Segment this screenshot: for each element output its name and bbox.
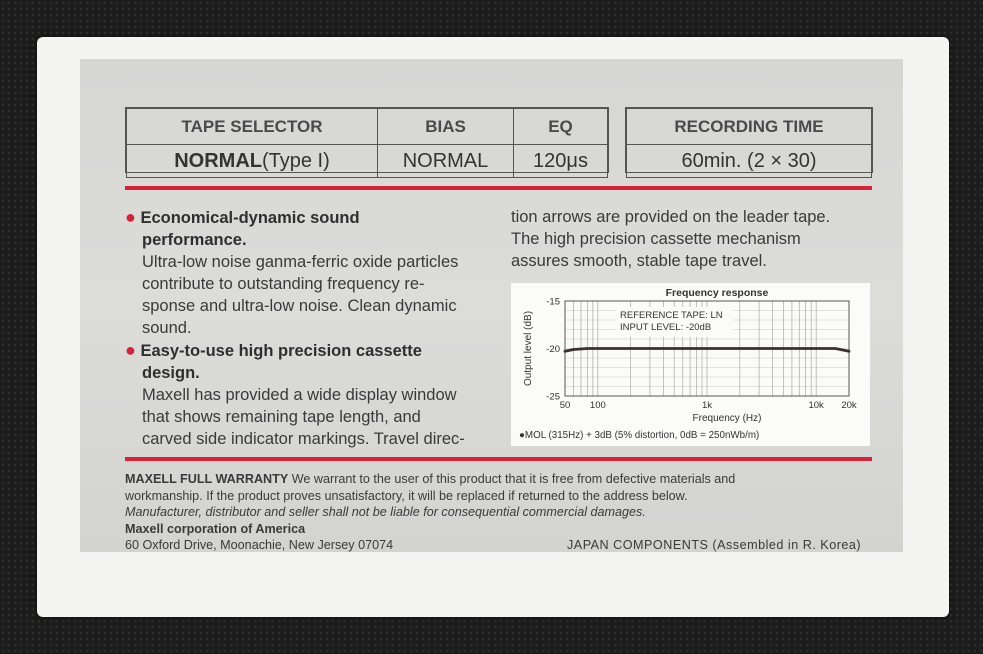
warranty-block (125, 471, 875, 552)
feature1-body (125, 251, 498, 339)
feature2-line: Maxell has provided a wide display window (142, 386, 457, 404)
warranty-text2: workmanship. If the product proves unsatisfactory, it will be replaced if returned to the address below. (125, 488, 688, 503)
company-address: 60 Oxford Drive, Moonachie, New Jersey 07074 (125, 538, 394, 552)
x-tick-label: 50 (559, 400, 571, 411)
company-name: Maxell corporation of America (125, 521, 306, 536)
chart-annotation: REFERENCE TAPE: LN (620, 310, 723, 321)
x-tick-label: 20k (841, 400, 857, 411)
warranty-title: MAXELL FULL WARRANTY (125, 472, 289, 486)
eq-value: 120μs (514, 145, 608, 178)
frequency-response-panel (511, 283, 870, 446)
y-tick-label: -20 (546, 344, 560, 355)
spec-table (125, 107, 609, 173)
chart-title: Frequency response (665, 287, 769, 299)
feature1-line: contribute to outstanding frequency re- (142, 275, 425, 293)
chart-annotation: INPUT LEVEL: -20dB (620, 322, 712, 333)
feature2-title (125, 339, 498, 362)
recording-time-header: RECORDING TIME (627, 109, 872, 145)
warranty-disclaimer: Manufacturer, distributor and seller shall not be liable for consequential commercial damages. (125, 505, 646, 519)
tape-selector-type: (Type I) (261, 149, 330, 172)
chart-footnote: ●MOL (315Hz) + 3dB (5% distortion, 0dB = 250nWb/m) (519, 430, 760, 441)
cassette-insert-card (80, 59, 903, 552)
bias-header: BIAS (378, 109, 514, 145)
x-tick-label: 100 (589, 400, 606, 411)
right-line: The high precision cassette mechanism (511, 230, 801, 248)
x-axis-label: Frequency (Hz) (692, 413, 762, 424)
left-column (125, 206, 498, 450)
feature1-line: sound. (142, 319, 192, 337)
feature2-line: that shows remaining tape length, and (142, 408, 421, 426)
x-tick-label: 10k (808, 400, 824, 411)
bias-value: NORMAL (378, 145, 514, 178)
bullet-icon: ● (125, 207, 136, 227)
feature2-line: carved side indicator markings. Travel direc- (142, 430, 465, 448)
x-tick-label: 1k (701, 400, 713, 411)
address-row (125, 537, 875, 552)
right-line: assures smooth, stable tape travel. (511, 252, 767, 270)
y-tick-label: -25 (546, 391, 560, 403)
frequency-response-chart (511, 283, 870, 446)
y-tick-label: -15 (546, 296, 560, 308)
tape-selector-header: TAPE SELECTOR (127, 109, 378, 145)
tape-selector-value (127, 145, 378, 178)
eq-header: EQ (514, 109, 608, 145)
y-axis-label: Output level (dB) (523, 310, 534, 387)
feature2-title-line2: design. (142, 364, 200, 382)
feature1-title-line2: performance. (142, 231, 247, 249)
right-column (511, 206, 871, 272)
feature1-title (125, 206, 498, 229)
recording-time-value: 60min. (2 × 30) (627, 145, 872, 178)
warranty-line1 (125, 471, 875, 488)
feature2-body (125, 384, 498, 450)
warranty-text1: We warrant to the user of this product that it is free from defective materials and (291, 472, 736, 486)
feature1-line: sponse and ultra-low noise. Clean dynamic (142, 297, 457, 315)
top-red-rule (125, 186, 872, 190)
recording-time-table (625, 107, 873, 173)
bullet-icon: ● (125, 340, 136, 360)
origin-text: JAPAN COMPONENTS (Assembled in R. Korea) (567, 538, 862, 552)
feature1-line: Ultra-low noise ganma-ferric oxide particles (142, 253, 459, 271)
feature2-title-line1: Easy-to-use high precision cassette (140, 342, 422, 360)
bottom-red-rule (125, 457, 872, 461)
feature1-title-line1: Economical-dynamic sound (140, 209, 360, 227)
right-line: tion arrows are provided on the leader tape. (511, 208, 831, 226)
tape-selector-bold: NORMAL (174, 149, 262, 172)
